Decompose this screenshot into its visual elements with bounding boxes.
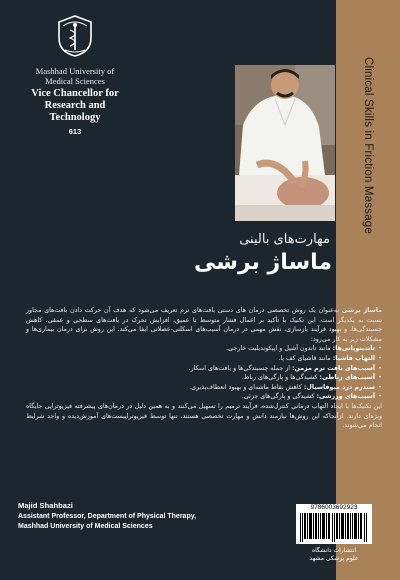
- book-title: ماساژ برشی: [194, 250, 332, 275]
- barcode-icon: [300, 513, 368, 542]
- list-item: • سندرم درد میوفاسیال: کاهش نقاط ماشه‌ای و بهبود انعطاف‌پذیری.: [26, 383, 382, 393]
- spine-title-text: Clinical Skills in Friction Massage: [362, 57, 374, 234]
- list-item: • تاندینوپاتی‌ها: مانند تاندون آشیل و اپیکوندیلیت خارجی.: [26, 344, 382, 354]
- book-subtitle: مهارت‌های بالینی: [239, 232, 330, 247]
- conditions-list: [26, 344, 382, 402]
- cover-photo: [235, 65, 335, 221]
- closing-paragraph: این تکنیک‌ها با ایجاد التهاب درمانی کنترل‌شده، فرآیند ترمیم را تسهیل می‌کنند و به همین دلیل در درمان‌های پیشرفته فیزیوتراپی جایگاه ویژه‌ای دارند. ازآنجاکه این روش‌ها نیازمند دانش و مهارت تخصصی هستند، تنها توسط فیزیوتراپیست‌های آموزش‌دیده و واجد شرایط انجام می‌شوند.: [26, 402, 382, 430]
- author-affiliation: Assistant Professor, Department of Physical Therapy, Mashhad University of Medical Sciences: [18, 513, 197, 530]
- university-logo-block: [20, 14, 130, 136]
- publisher-name: انتشارات دانشگاه علوم پزشکی مشهد: [309, 547, 359, 562]
- description-text: [26, 306, 382, 431]
- vice-chancellor-name: Vice Chancellor for Research and Technology: [31, 88, 119, 123]
- university-emblem-icon: [55, 14, 95, 58]
- spine-title: [336, 58, 400, 233]
- isbn-number: 9786003692923: [310, 504, 358, 511]
- series-number: 613: [68, 127, 82, 136]
- list-item: • آسیب‌های رباطی: کشیدگی‌ها و پارگی‌های رباط.: [26, 373, 382, 383]
- university-name: Mashhad University of Medical Sciences: [35, 66, 115, 86]
- isbn-barcode-box: [296, 504, 372, 544]
- intro-paragraph: ماساژ برشی به‌عنوان یک روش تخصصی درمان‌ های دستی بافت‌های نرم تعریف می‌شود که هدف آن حرکت دادن بافت‌های مجاور نسبت به یکدیگر است. این تکنیک با تأکید بر اعمال فشار متوسط تا عمیق، افزایش تحرک در بافت‌های سطحی و عمقی، کاهش چسبندگی‌ها، و بهبود فرآیند بازسازی، نقش مهمی در درمان آسیب‌های اسکلتی-عضلانی ایفا می‌کند. این روش برای درمان بیماری‌ها و مشکلات زیر به کار می‌رود:: [26, 307, 382, 343]
- list-item: • التهاب فاشیا: مانند فاشیای کف پا.: [26, 354, 382, 364]
- list-item: • آسیب‌های ورزشی: کشیدگی و پارگی‌های جزئی.: [26, 392, 382, 402]
- author-name: Majid Shahbazi: [18, 501, 73, 510]
- author-block: [18, 501, 196, 531]
- list-item: • آسیب‌های بافت نرم مزمن: از جمله چسبندگی‌ها و بافت‌های اسکار.: [26, 364, 382, 374]
